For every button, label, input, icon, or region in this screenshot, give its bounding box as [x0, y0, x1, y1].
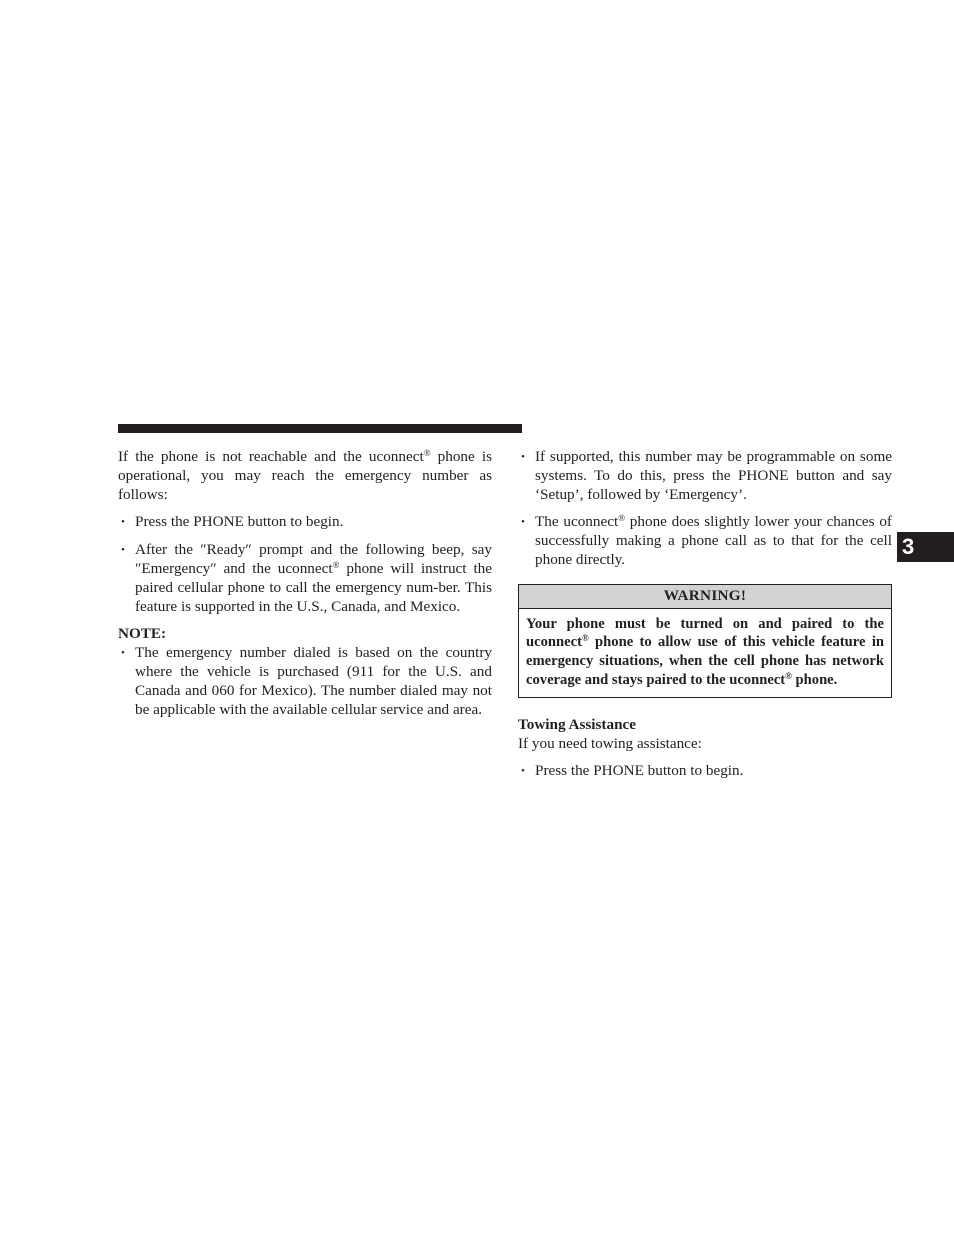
left-column: [118, 448, 492, 728]
bullet-icon: •: [521, 516, 525, 529]
towing-steps-list: [518, 762, 892, 781]
list-item: • The uconnect® phone does slightly lower your chances of successfully making a phone call as to that for the cell phone directly.: [521, 513, 892, 568]
registered-mark: ®: [423, 448, 431, 458]
list-item: • After the ″Ready″ prompt and the following beep, say ″Emergency″ and the uconnect® phone will instruct the paired cellular phone to call the emergency num-ber. This feature is supported in the U.S., Canada, and Mexico.: [121, 541, 492, 615]
bullet-icon: •: [121, 544, 125, 557]
note-label: NOTE:: [118, 625, 167, 643]
note-list: [118, 644, 492, 719]
chapter-tab: [897, 532, 954, 562]
towing-heading: Towing Assistance: [518, 715, 637, 733]
towing-intro: If you need towing assistance:: [518, 734, 702, 752]
bullet-icon: •: [521, 451, 525, 463]
bullet-icon: •: [121, 516, 125, 529]
registered-mark: ®: [581, 633, 589, 644]
bullet-icon: •: [121, 647, 125, 660]
section-rule: [118, 424, 522, 433]
list-item: • Press the PHONE button to begin.: [521, 762, 744, 780]
intro-paragraph: If the phone is not reachable and the uconnect® phone is operational, you may reach the emergency number as follows:: [118, 448, 492, 503]
warning-text: Your phone must be turned on and paired to the uconnect® phone to allow use of this vehicle feature in emergency situations, when the cell phone has network coverage and stays paired to the uconnect® phone.: [526, 615, 884, 688]
registered-mark: ®: [618, 513, 626, 524]
right-column: [518, 448, 892, 790]
bullet-icon: •: [521, 765, 525, 778]
registered-mark: ®: [785, 670, 792, 681]
list-item: • The emergency number dialed is based on the country where the vehicle is purchased (911 for the U.S. and Canada and 060 for Mexico). The number dialed may not be applicable with the available cellular service and area.: [121, 644, 492, 718]
emergency-info-list: [518, 448, 892, 570]
list-item: • If supported, this number may be programmable on some systems. To do this, press the PHONE button and say ‘Setup’, followed by ‘Emergency’.: [521, 448, 892, 503]
warning-title: WARNING!: [519, 585, 891, 609]
chapter-number: 3: [902, 534, 915, 559]
warning-box: [518, 584, 892, 698]
list-item: • Press the PHONE button to begin.: [121, 513, 344, 531]
registered-mark: ®: [332, 559, 340, 570]
emergency-steps-list: [118, 513, 492, 616]
